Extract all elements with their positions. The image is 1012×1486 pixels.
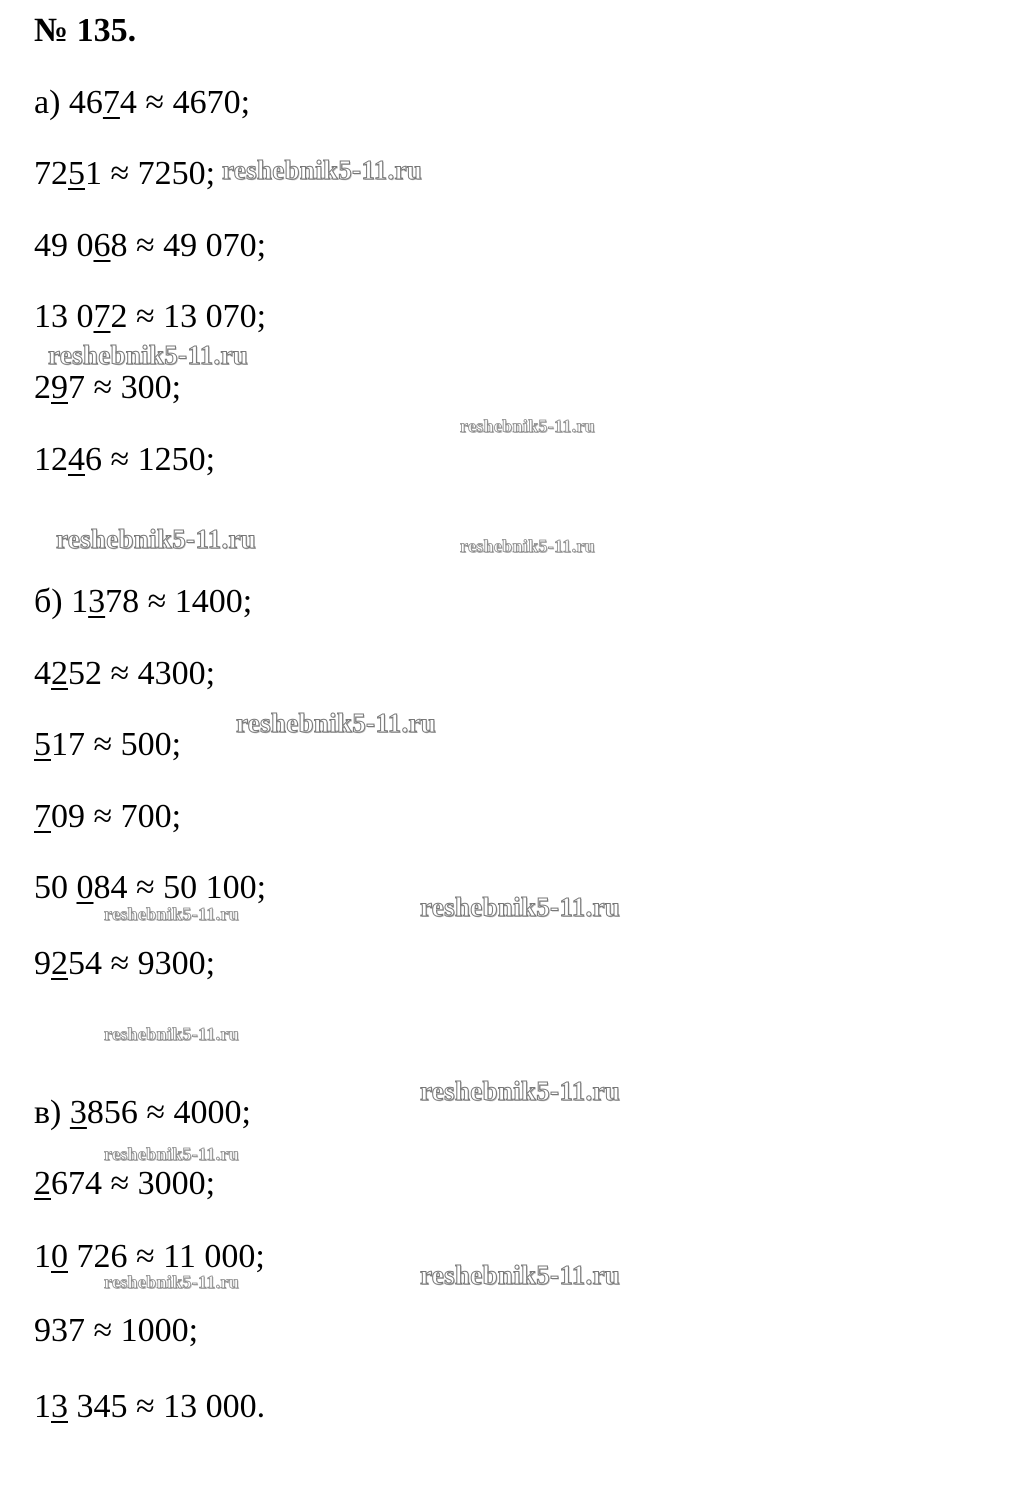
line-suffix: 856 ≈ 4000; [86,1094,251,1131]
rounding-digit: 7 [102,84,120,121]
watermark: reshebnik5-11.ru [104,1144,239,1164]
rounding-digit: 5 [34,726,51,763]
rounding-digit: 7 [34,798,51,835]
line-prefix: в) [34,1094,70,1131]
watermark: reshebnik5-11.ru [104,904,239,924]
line-prefix: 72 [34,155,68,192]
line-suffix: 17 ≈ 500; [51,726,182,763]
watermark: reshebnik5-11.ru [104,1024,239,1044]
line-prefix: 13 0 [34,298,94,335]
rounding-line [34,585,252,619]
line-prefix: 12 [34,441,68,478]
rounding-digit: 9 [51,369,68,406]
rounding-line [34,1390,265,1424]
rounding-line [34,371,181,405]
line-suffix: 52 ≈ 4300; [68,655,216,692]
rounding-line [34,229,266,263]
line-prefix: 9 [34,945,51,982]
watermark: reshebnik5-11.ru [420,1076,621,1106]
rounding-line [34,1314,198,1348]
watermark: reshebnik5-11.ru [48,340,249,370]
rounding-digit: 0 [76,869,94,906]
line-suffix: 1 ≈ 7250; [85,155,216,192]
rounding-digit: 0 [51,1238,68,1275]
line-suffix: 345 ≈ 13 000. [68,1388,266,1425]
watermark: reshebnik5-11.ru [104,1272,239,1292]
watermark: reshebnik5-11.ru [222,155,423,185]
rounding-line [34,300,266,334]
rounding-line [34,443,215,477]
line-prefix: 2 [34,369,51,406]
watermark: reshebnik5-11.ru [420,1260,621,1290]
line-suffix: 78 ≈ 1400; [105,583,253,620]
watermark: reshebnik5-11.ru [460,416,595,436]
line-suffix: 09 ≈ 700; [51,798,182,835]
line-prefix: а) 46 [34,84,103,121]
rounding-digit: 5 [68,155,85,192]
rounding-digit: 7 [93,298,111,335]
line-suffix: 84 ≈ 50 100; [93,869,267,906]
line-suffix: 6 ≈ 1250; [85,441,216,478]
line-prefix: 1 [34,1238,51,1275]
line-prefix: 50 [34,869,77,906]
watermark: reshebnik5-11.ru [56,524,257,554]
rounding-line [34,728,181,762]
rounding-digit: 2 [51,655,68,692]
rounding-digit: 2 [51,945,68,982]
line-prefix: 1 [34,1388,51,1425]
rounding-digit: 3 [51,1388,68,1425]
line-prefix: 4 [34,655,51,692]
rounding-digit: 2 [34,1165,51,1202]
rounding-line [34,1167,215,1201]
rounding-digit: 6 [93,227,111,264]
line-suffix: 674 ≈ 3000; [51,1165,216,1202]
rounding-digit: 4 [68,441,85,478]
line-suffix: 2 ≈ 13 070; [110,298,267,335]
line-suffix: 4 ≈ 4670; [119,84,251,121]
watermark: reshebnik5-11.ru [420,892,621,922]
problem-title: № 135. [34,12,137,49]
line-prefix: 49 0 [34,227,94,264]
rounding-line [34,657,215,691]
line-prefix: 937 ≈ 1000; [34,1312,199,1349]
rounding-line [34,800,181,834]
watermark: reshebnik5-11.ru [236,708,437,738]
rounding-line [34,86,250,120]
rounding-line [34,947,215,981]
line-suffix: 726 ≈ 11 000; [68,1238,265,1275]
rounding-line [34,871,266,905]
line-suffix: 54 ≈ 9300; [68,945,216,982]
rounding-digit: 3 [69,1094,87,1131]
rounding-line [34,1096,251,1130]
rounding-line [34,157,215,191]
line-suffix: 7 ≈ 300; [68,369,182,406]
line-prefix: б) 1 [34,583,89,620]
line-suffix: 8 ≈ 49 070; [110,227,267,264]
rounding-line [34,1240,265,1274]
watermark: reshebnik5-11.ru [460,536,595,556]
rounding-digit: 3 [88,583,106,620]
